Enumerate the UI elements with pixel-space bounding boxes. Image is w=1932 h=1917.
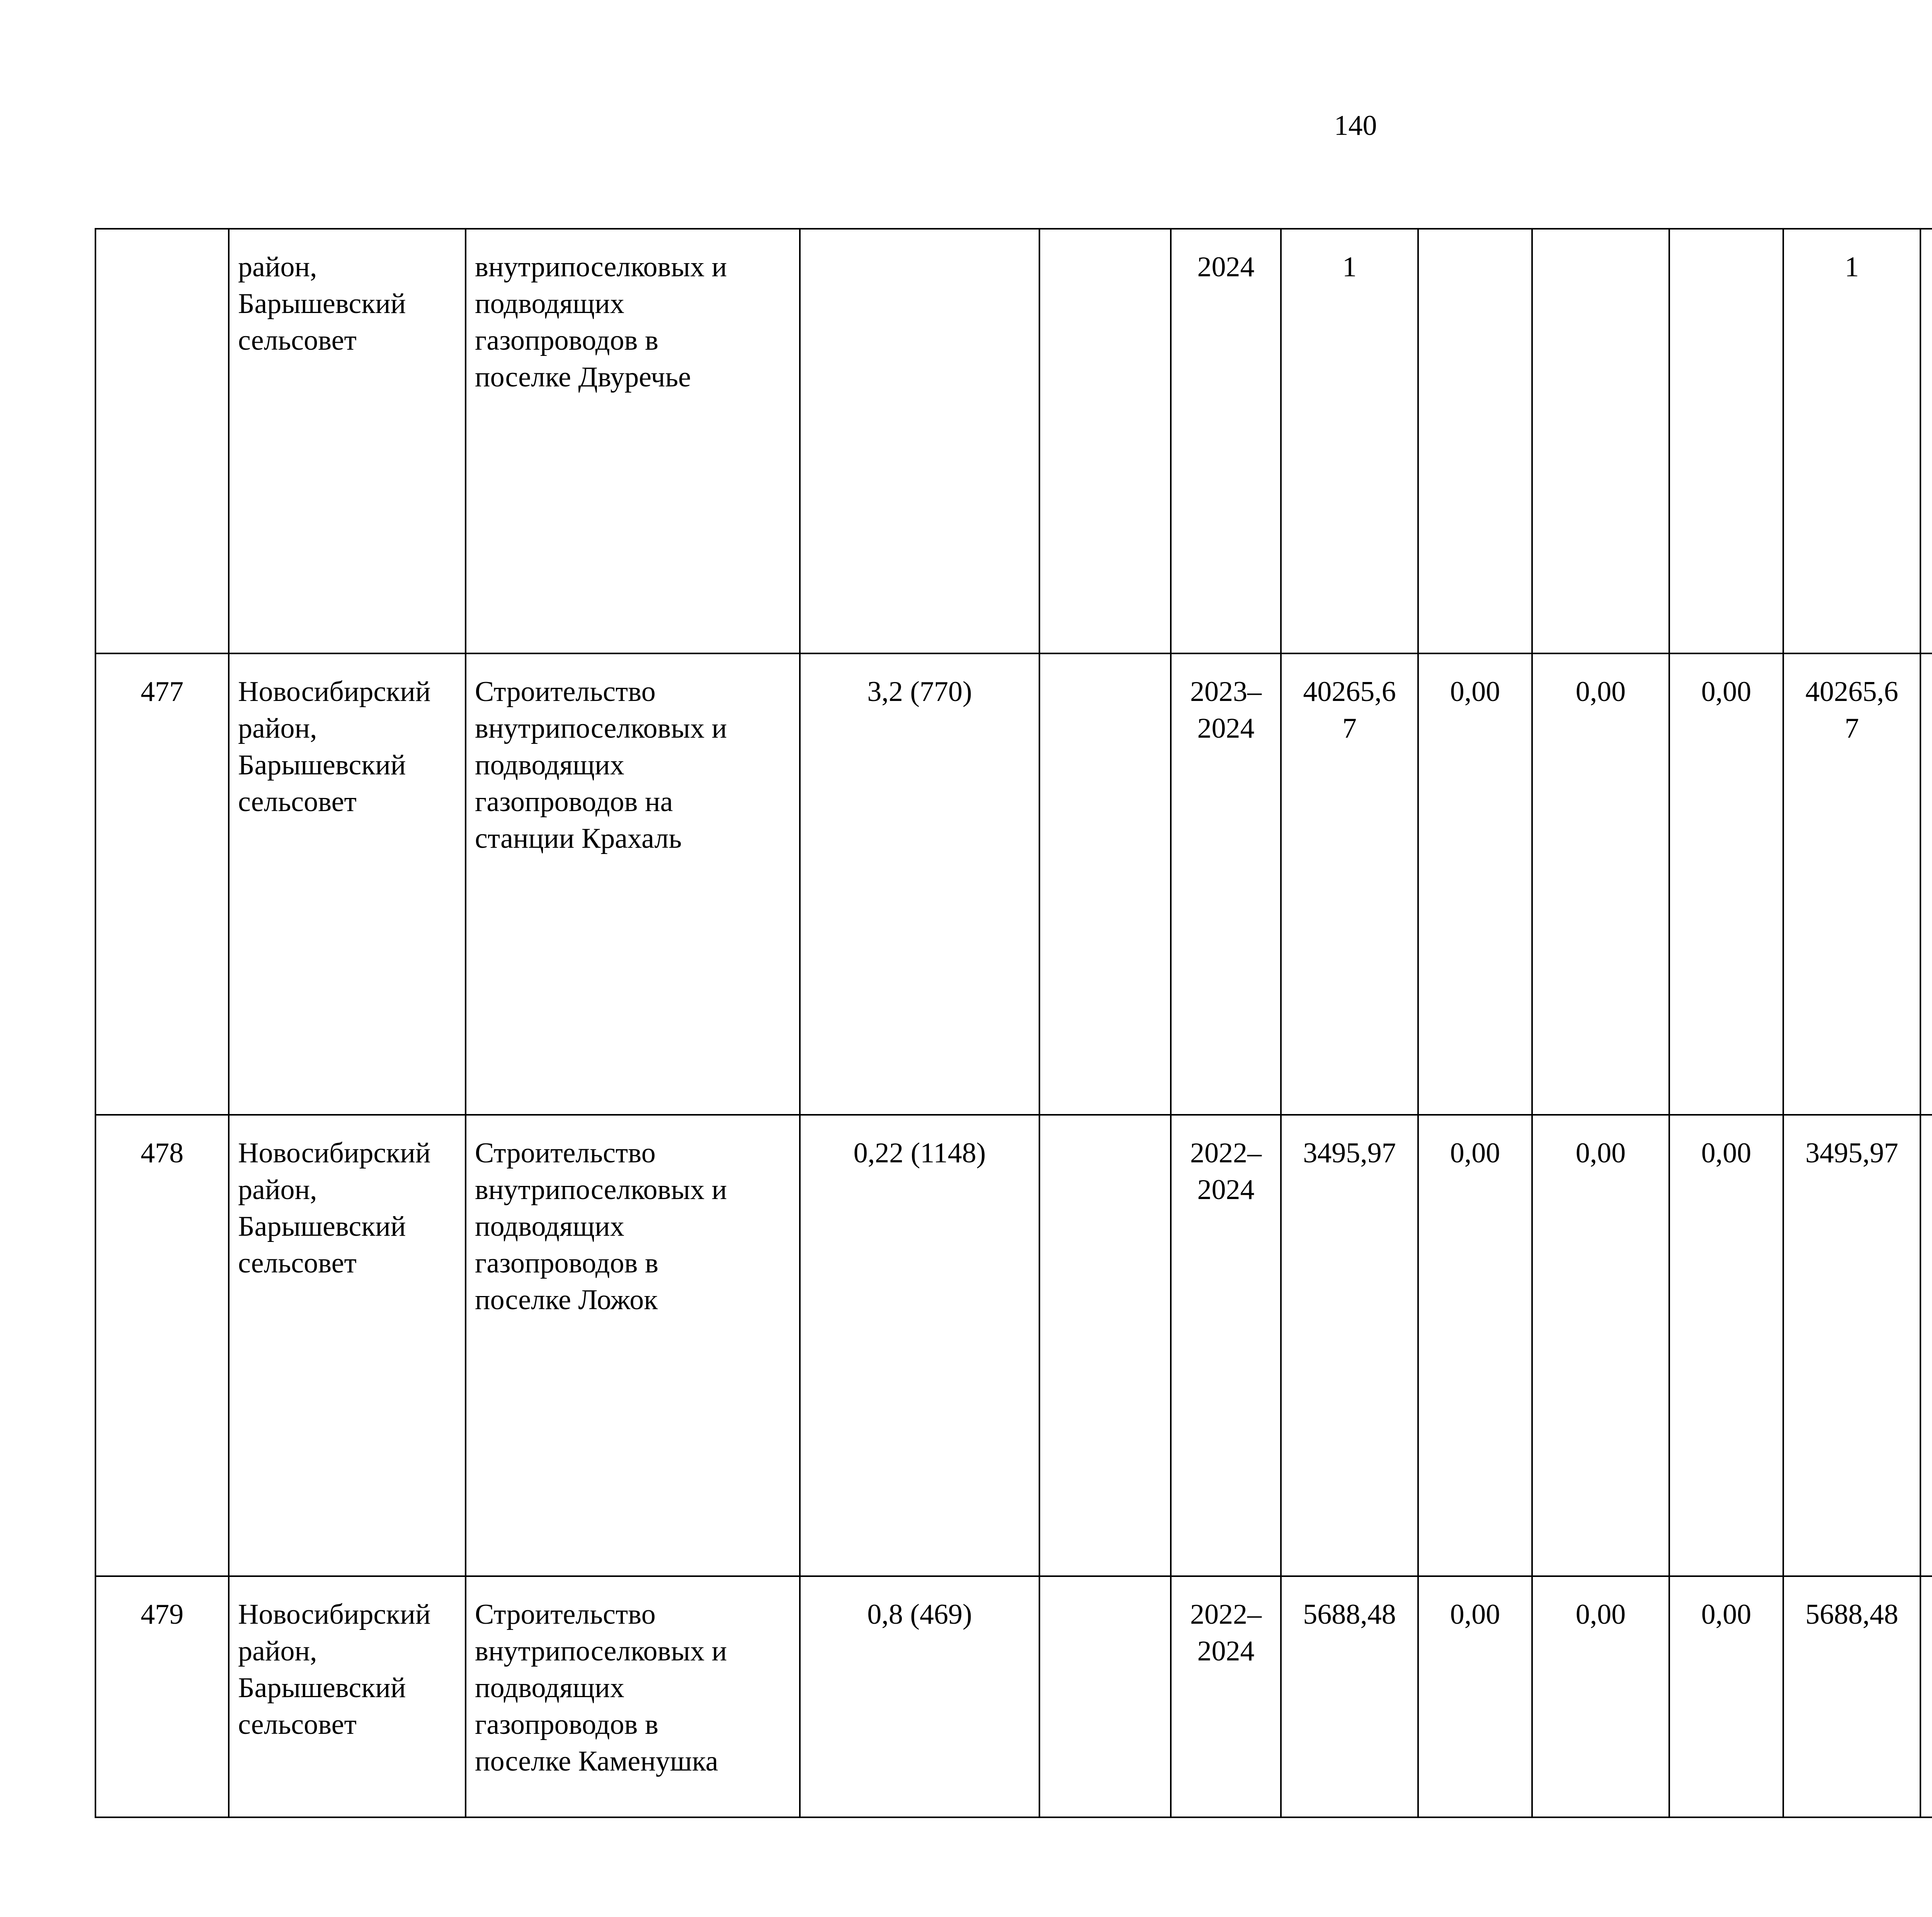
- cell-local: 0,00: [1669, 653, 1783, 1115]
- cell-local: 0,00: [1669, 1115, 1783, 1576]
- cell-local: 0,00: [1669, 1576, 1783, 1817]
- cell-period: 2023– 2024: [1171, 653, 1281, 1115]
- cell-number: 478: [95, 1115, 229, 1576]
- cell-district: Новосибирский район, Барышевский сельсовет: [229, 653, 466, 1115]
- gasification-table: [95, 228, 1932, 1818]
- cell-executor: [1920, 1115, 1932, 1576]
- cell-length: 0,22 (1148): [800, 1115, 1039, 1576]
- cell-length: 3,2 (770): [800, 653, 1039, 1115]
- cell-executor: [1920, 229, 1932, 653]
- table-row: [95, 653, 1932, 1115]
- cell-total: 40265,6 7: [1281, 653, 1418, 1115]
- cell-regional: 0,00: [1532, 1576, 1669, 1817]
- cell-object: внутрипоселковых и подводящих газопроводов в поселке Двуречье: [466, 229, 800, 653]
- cell-number: 477: [95, 653, 229, 1115]
- cell-object: Строительство внутрипоселковых и подводящих газопроводов в поселке Каменушка: [466, 1576, 800, 1817]
- cell-object: Строительство внутрипоселковых и подводящих газопроводов в поселке Ложок: [466, 1115, 800, 1576]
- cell-regional: 0,00: [1532, 1115, 1669, 1576]
- cell-number: 479: [95, 1576, 229, 1817]
- table-row: [95, 1576, 1932, 1817]
- cell-col5: [1039, 229, 1171, 653]
- cell-regional: [1532, 229, 1669, 653]
- cell-col5: [1039, 1115, 1171, 1576]
- cell-total: 5688,48: [1281, 1576, 1418, 1817]
- cell-district: Новосибирский район, Барышевский сельсовет: [229, 1576, 466, 1817]
- cell-period: 2024: [1171, 229, 1281, 653]
- cell-executor: [1920, 1576, 1932, 1817]
- table-row: [95, 229, 1932, 653]
- cell-total: 1: [1281, 229, 1418, 653]
- cell-executor: [1920, 653, 1932, 1115]
- cell-regional: 0,00: [1532, 653, 1669, 1115]
- cell-district: Новосибирский район, Барышевский сельсовет: [229, 1115, 466, 1576]
- cell-total: 3495,97: [1281, 1115, 1418, 1576]
- table-row: [95, 1115, 1932, 1576]
- cell-federal: [1418, 229, 1532, 653]
- cell-extra: 5688,48: [1783, 1576, 1920, 1817]
- cell-col5: [1039, 653, 1171, 1115]
- cell-local: [1669, 229, 1783, 653]
- cell-district: район, Барышевский сельсовет: [229, 229, 466, 653]
- cell-object: Строительство внутрипоселковых и подводящих газопроводов на станции Крахаль: [466, 653, 800, 1115]
- cell-federal: 0,00: [1418, 653, 1532, 1115]
- cell-extra: 1: [1783, 229, 1920, 653]
- cell-federal: 0,00: [1418, 1115, 1532, 1576]
- cell-period: 2022– 2024: [1171, 1576, 1281, 1817]
- cell-period: 2022– 2024: [1171, 1115, 1281, 1576]
- cell-extra: 40265,6 7: [1783, 653, 1920, 1115]
- page-number: 140: [1334, 110, 1377, 141]
- cell-col5: [1039, 1576, 1171, 1817]
- cell-federal: 0,00: [1418, 1576, 1532, 1817]
- cell-number: [95, 229, 229, 653]
- cell-length: [800, 229, 1039, 653]
- cell-extra: 3495,97: [1783, 1115, 1920, 1576]
- cell-length: 0,8 (469): [800, 1576, 1039, 1817]
